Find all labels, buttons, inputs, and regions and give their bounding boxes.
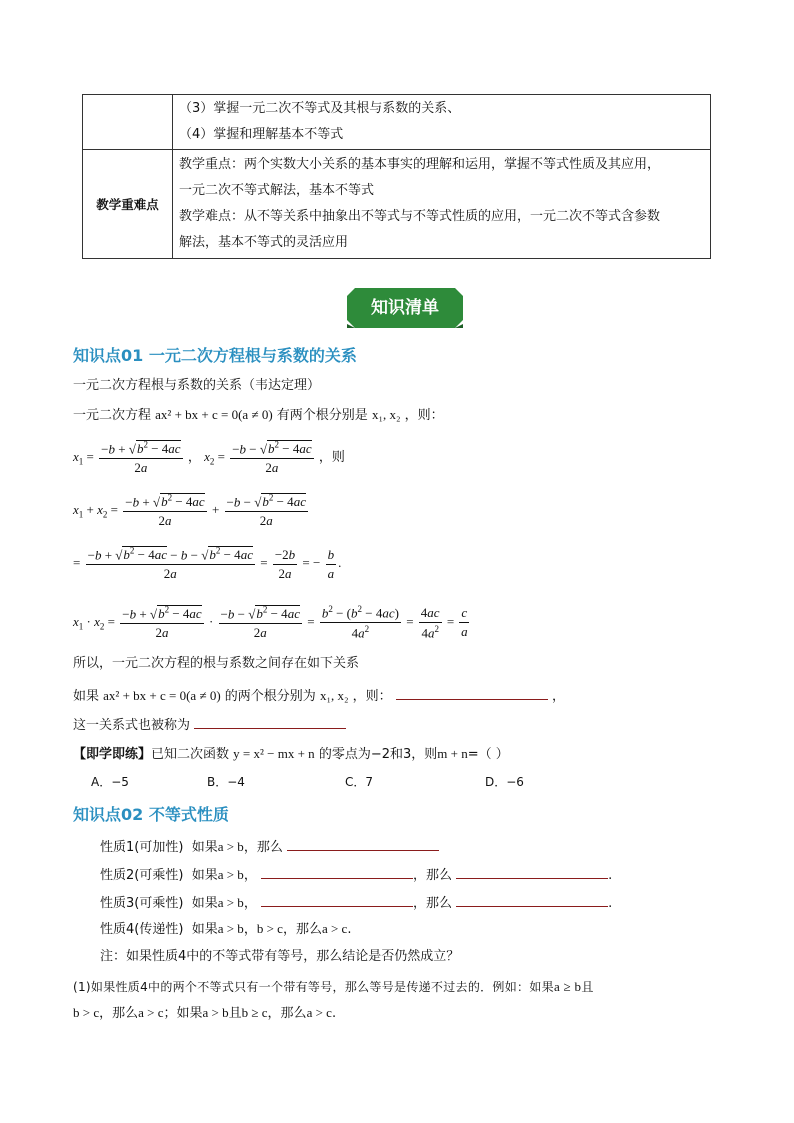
text: =（ ） bbox=[467, 747, 509, 762]
text: 且 bbox=[581, 980, 594, 994]
math: b ≥ c bbox=[241, 1005, 268, 1020]
practice-question bbox=[73, 745, 509, 764]
row-label bbox=[83, 95, 173, 150]
math: a > c bbox=[306, 1005, 332, 1020]
detail-line-1 bbox=[73, 978, 594, 996]
difficult-point-line: 解法，基本不等式的灵活应用 bbox=[179, 235, 349, 250]
key-point-line: 教学重点：两个实数大小关系的基本事实的理解和运用，掌握不等式性质及其应用， bbox=[179, 157, 661, 172]
text: 如果 bbox=[191, 922, 218, 937]
detail-line-2 bbox=[73, 1004, 336, 1023]
kp1-relation bbox=[73, 685, 565, 706]
text: ，则： bbox=[352, 689, 392, 704]
math: b > c bbox=[73, 1005, 100, 1020]
text: ， bbox=[551, 689, 565, 704]
text: 如果 bbox=[73, 689, 100, 704]
math: a ≥ b bbox=[553, 979, 582, 994]
table-row bbox=[83, 150, 711, 259]
property-2 bbox=[100, 864, 612, 885]
answer-blank[interactable] bbox=[456, 864, 608, 879]
roots: x₁, x₂ bbox=[371, 407, 401, 422]
text: ，那么 bbox=[99, 1006, 139, 1021]
table-cell bbox=[173, 95, 711, 150]
math: a > b bbox=[217, 867, 244, 882]
property-3 bbox=[100, 892, 612, 913]
answer-blank[interactable] bbox=[456, 892, 608, 907]
objectives-table bbox=[82, 94, 711, 259]
text: ，那么 bbox=[412, 896, 452, 911]
text: ， bbox=[243, 922, 257, 937]
property-label: 性质3(可乘性) bbox=[100, 896, 184, 911]
function: y = x² − mx + n bbox=[233, 746, 315, 761]
sum-result: = $\frac{-b + √b^2 - 4ac - b - √b^2 - 4ac}{2a}$ = $\frac{-2b}{2a}$ = − $\frac{b}{a}$ . bbox=[73, 546, 342, 582]
expression: m + n bbox=[437, 746, 468, 761]
section-title-kp2: 知识点02 不等式性质 bbox=[73, 805, 229, 824]
text: ， bbox=[243, 896, 257, 911]
option-c[interactable]: C．7 bbox=[345, 775, 374, 789]
text: 如果 bbox=[191, 868, 218, 883]
text: ，那么 bbox=[267, 1006, 307, 1021]
math: a > c bbox=[321, 921, 348, 936]
property-label: 性质2(可乘性) bbox=[100, 868, 184, 883]
product-formula: $x_1 \cdot x_2$ = $\frac{-b + √b^2 - 4ac}{2a}$ · $\frac{-b - √b^2 - 4ac}{2a}$ = $\frac{b^2 - (b^2 - 4ac)}{4a^2}$ = $\frac{4ac}{4a^2}$ = $\frac{c}{a}$ bbox=[73, 604, 468, 641]
difficult-point-line: 教学难点：从不等关系中抽象出不等式与不等式性质的应用，一元二次不等式含参数 bbox=[179, 209, 661, 224]
text: 一元二次方程 bbox=[73, 408, 152, 423]
text: ；如果 bbox=[163, 1006, 203, 1021]
key-point-line: 一元二次不等式解法，基本不等式 bbox=[179, 183, 375, 198]
text: . bbox=[347, 922, 352, 937]
answer-blank[interactable] bbox=[287, 836, 439, 851]
math: a > c bbox=[138, 1005, 164, 1020]
kp1-also bbox=[73, 714, 346, 735]
equation: ax² + bx + c = 0(a ≠ 0) bbox=[155, 407, 273, 422]
text: ，则： bbox=[404, 408, 444, 423]
text: 如果 bbox=[191, 840, 218, 855]
banner-title: 知识清单 bbox=[371, 298, 439, 318]
text: ，那么 bbox=[282, 922, 322, 937]
kp1-intro bbox=[73, 406, 444, 425]
option-d[interactable]: D．−6 bbox=[485, 775, 524, 789]
answer-blank[interactable] bbox=[261, 892, 413, 907]
root-formulas: $x_1$ = $\frac{-b + √b^2 - 4ac}{2a}$ ， $x_2$ = $\frac{-b - √b^2 - 4ac}{2a}$ ，则 bbox=[73, 440, 345, 476]
answer-blank[interactable] bbox=[261, 864, 413, 879]
text: 有两个根分别是 bbox=[276, 408, 368, 423]
text: 且 bbox=[228, 1006, 242, 1021]
section-title-kp1: 知识点01 一元二次方程根与系数的关系 bbox=[73, 346, 357, 365]
sum-formula: $x_1 + x_2$ = $\frac{-b + √b^2 - 4ac}{2a}$ + $\frac{-b - √b^2 - 4ac}{2a}$ bbox=[73, 493, 306, 529]
math: a > b bbox=[217, 895, 244, 910]
option-a[interactable]: A．−5 bbox=[91, 775, 129, 789]
text: 这一关系式也被称为 bbox=[73, 718, 191, 733]
note: 注：如果性质4中的不等式带有等号，那么结论是否仍然成立？ bbox=[100, 949, 460, 964]
equation: ax² + bx + c = 0(a ≠ 0) bbox=[103, 688, 221, 703]
table-row bbox=[83, 95, 711, 150]
option-b[interactable]: B．−4 bbox=[207, 775, 245, 789]
math: a > b bbox=[202, 1005, 229, 1020]
then-text: ，则 bbox=[318, 450, 345, 466]
property-label: 性质1(可加性) bbox=[100, 840, 184, 855]
text: ，那么 bbox=[412, 868, 452, 883]
table-cell bbox=[173, 150, 711, 259]
text: ， bbox=[243, 868, 257, 883]
text: 如果 bbox=[191, 896, 218, 911]
text: 已知二次函数 bbox=[151, 747, 230, 762]
objective-3: （3）掌握一元二次不等式及其根与系数的关系、 bbox=[179, 101, 461, 116]
roots: x₁, x₂ bbox=[319, 688, 349, 703]
text: 的两个根分别为 bbox=[224, 689, 316, 704]
text: 的零点为−2和3，则 bbox=[318, 747, 438, 762]
text: ，那么 bbox=[243, 840, 283, 855]
kp1-subtitle: 一元二次方程根与系数的关系（韦达定理） bbox=[73, 378, 321, 393]
row-label-key-points: 教学重难点 bbox=[83, 150, 173, 259]
text: (1)如果性质4中的两个不等式只有一个带有等号，那么等号是传递不过去的．例如：如果 bbox=[73, 980, 554, 994]
section-banner bbox=[347, 288, 463, 328]
property-label: 性质4(传递性) bbox=[100, 922, 184, 937]
property-4 bbox=[100, 920, 351, 939]
answer-blank[interactable] bbox=[396, 685, 548, 700]
math: a > b bbox=[217, 921, 244, 936]
kp1-summary: 所以，一元二次方程的根与系数之间存在如下关系 bbox=[73, 656, 360, 671]
math: b > c bbox=[256, 921, 283, 936]
answer-blank[interactable] bbox=[194, 714, 346, 729]
math: a > b bbox=[217, 839, 244, 854]
property-1 bbox=[100, 836, 439, 857]
practice-tag: 【即学即练】 bbox=[73, 747, 152, 762]
text: . bbox=[608, 896, 613, 911]
text: . bbox=[331, 1006, 337, 1021]
text: . bbox=[608, 868, 613, 883]
objective-4: （4）掌握和理解基本不等式 bbox=[179, 127, 344, 142]
